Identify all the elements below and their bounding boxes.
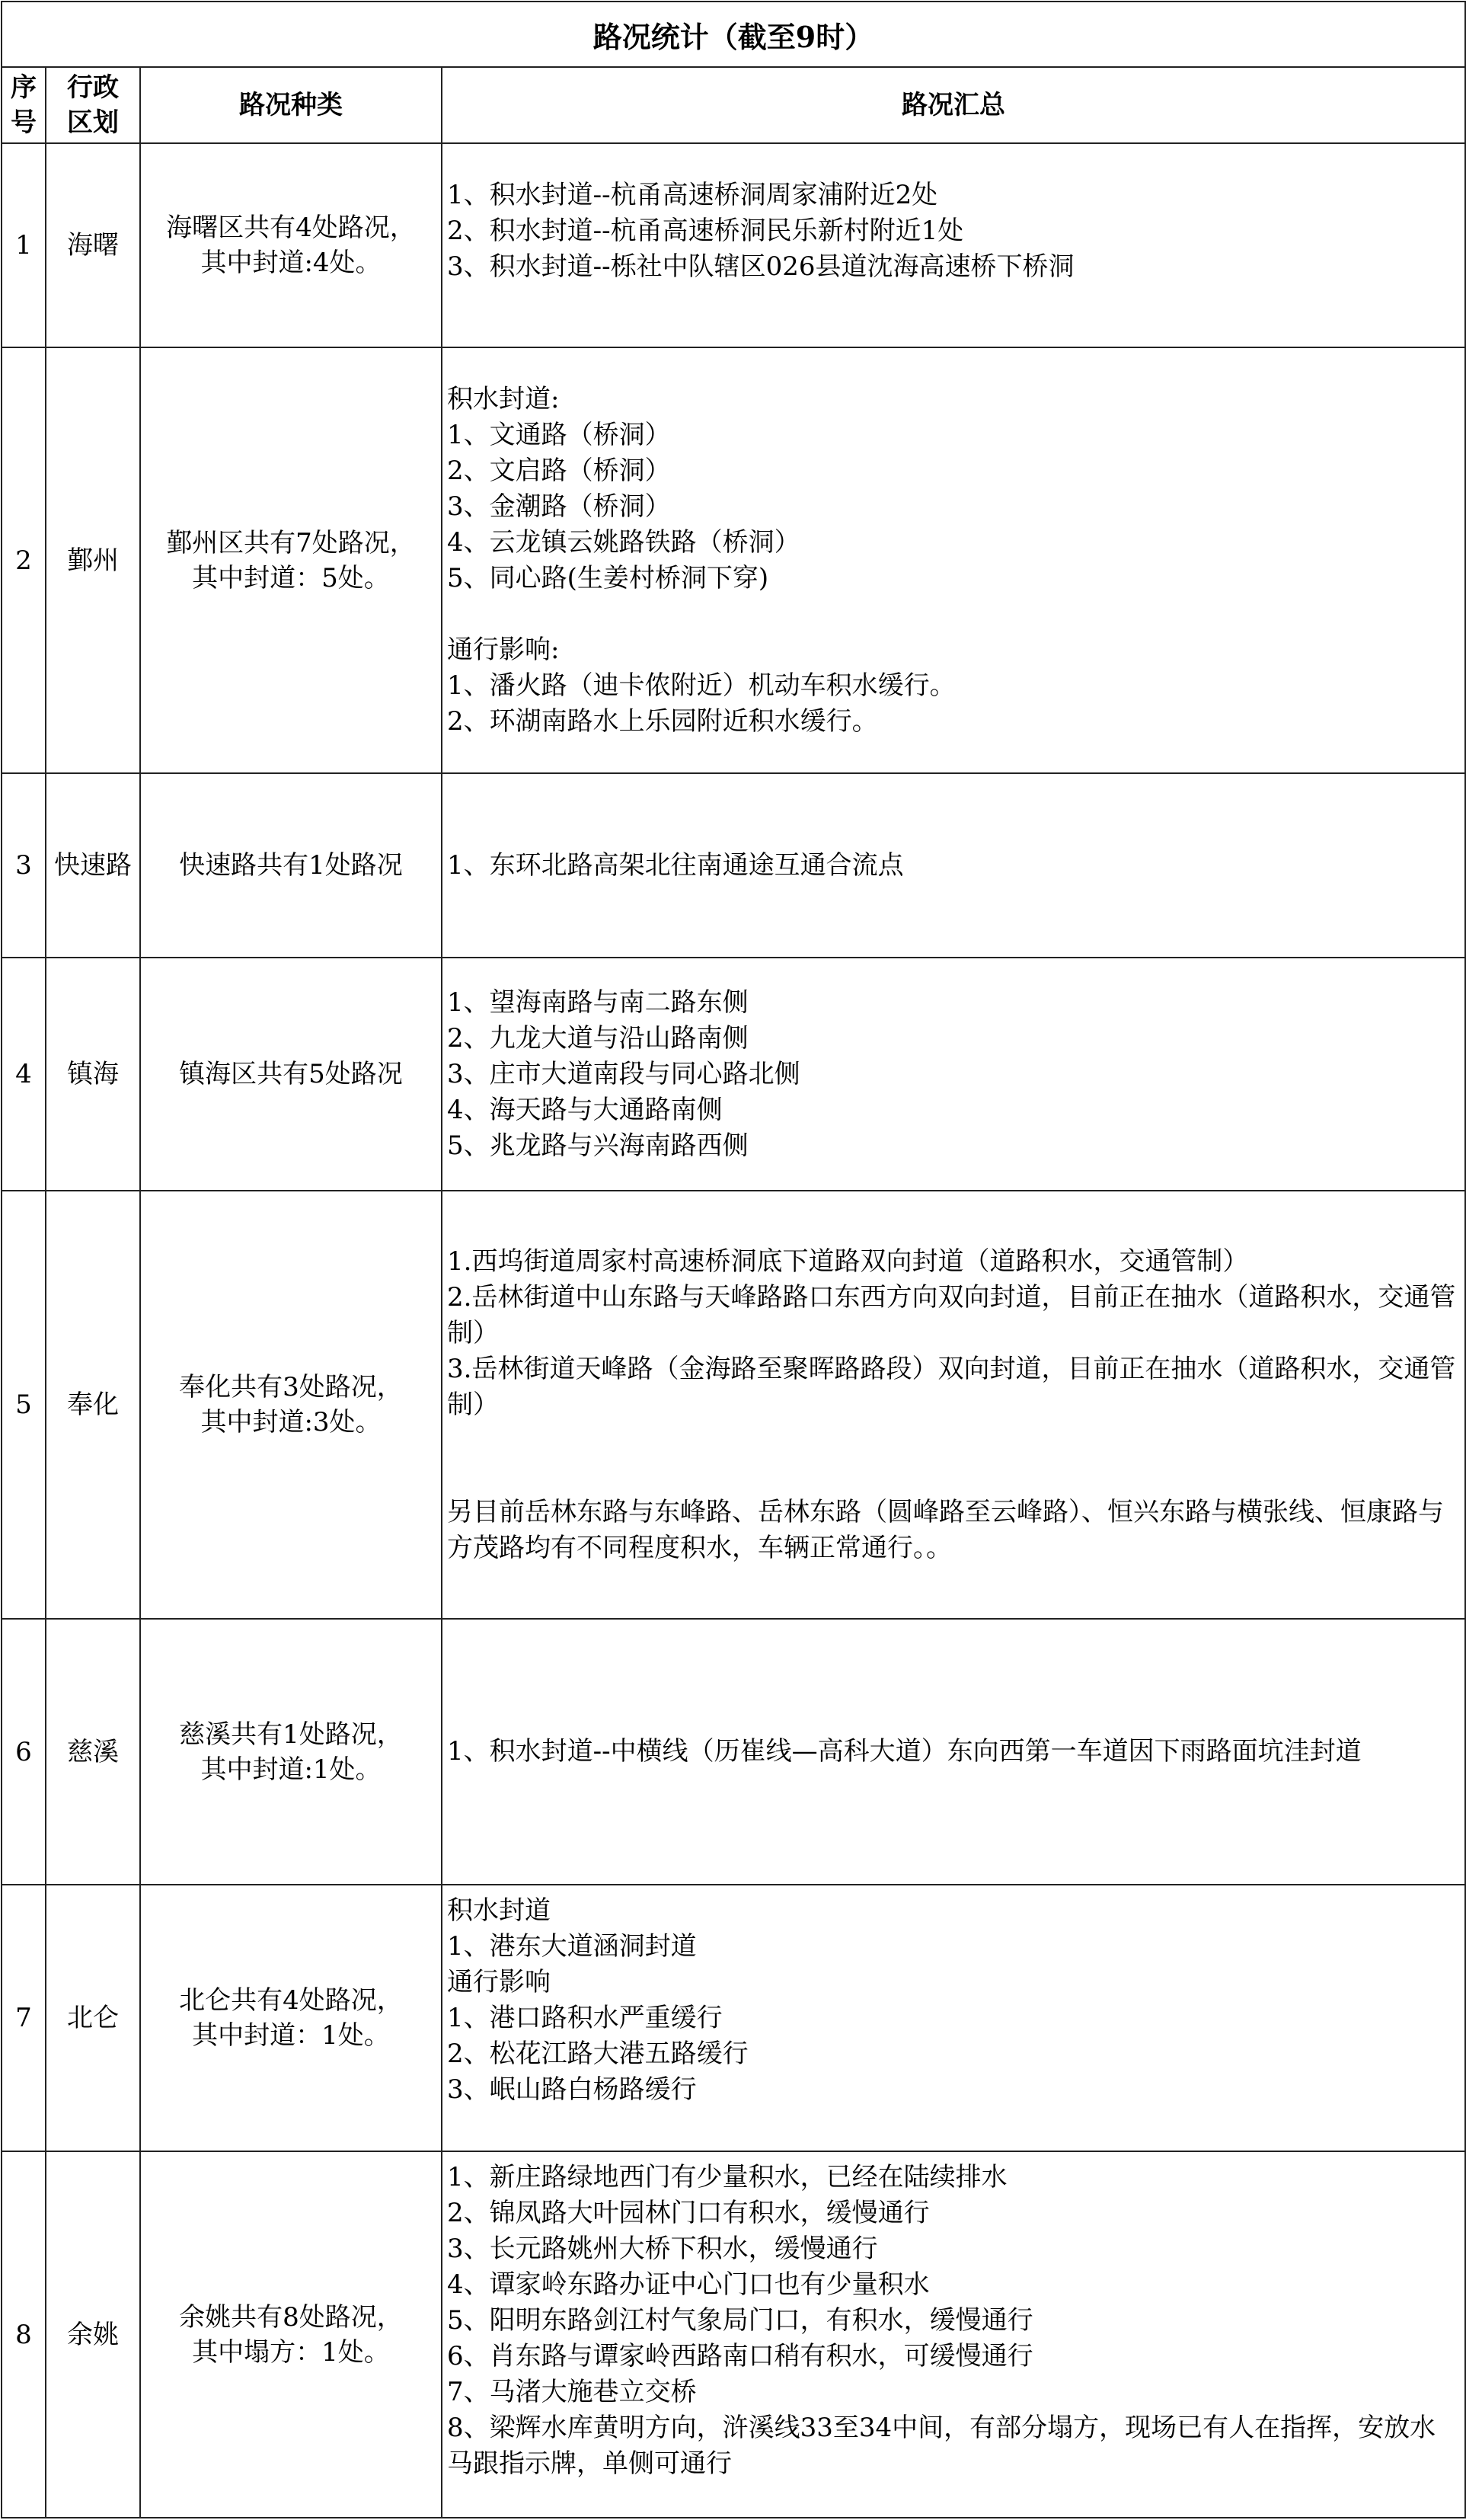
summary-line: 8、梁辉水库黄明方向，浒溪线33至34中间，有部分塌方，现场已有人在指挥，安放水马跟指示牌，单侧可通行 (447, 2413, 1436, 2479)
row-type-line: 镇海区共有5处路况 (179, 1059, 403, 1089)
row-district: 海曙 (46, 143, 140, 347)
row-type-line: 其中塌方：1处。 (192, 2336, 390, 2368)
row-type (140, 347, 442, 773)
row-type-line: 其中封道：1处。 (192, 2020, 390, 2051)
summary-line: 2、松花江路大港五路缓行 (447, 2039, 749, 2069)
row-summary (442, 347, 1465, 773)
row-type (140, 958, 442, 1191)
summary-line: 5、阳明东路剑江村气象局门口，有积水，缓慢通行 (447, 2305, 1033, 2336)
row-summary (442, 2151, 1465, 2518)
table-row (2, 773, 1465, 958)
row-summary (442, 773, 1465, 958)
summary-line: 1、港东大道涵洞封道 (447, 1931, 697, 1962)
summary-line: 1、文通路（桥洞） (447, 419, 671, 450)
row-type-line: 海曙区共有4处路况， (166, 213, 416, 243)
row-district: 慈溪 (46, 1619, 140, 1885)
summary-line: 2、九龙大道与沿山路南侧 (447, 1022, 749, 1054)
summary-line: 3.岳林街道天峰路（金海路至聚晖路路段）双向封道，目前正在抽水（道路积水，交通管制） (447, 1353, 1456, 1420)
row-type-line: 其中封道:3处。 (200, 1407, 382, 1437)
row-type (140, 1619, 442, 1885)
summary-line: 2、锦凤路大叶园林门口有积水，缓慢通行 (447, 2198, 930, 2228)
summary-line: 3、岷山路白杨路缓行 (447, 2074, 697, 2105)
summary-line: 通行影响 (447, 1967, 551, 1997)
summary-spacer (447, 1423, 1461, 1495)
row-type (140, 2151, 442, 2518)
table-row (2, 958, 1465, 1191)
summary-line: 6、肖东路与谭家岭西路南口稍有积水，可缓慢通行 (447, 2341, 1033, 2371)
row-index: 7 (2, 1885, 46, 2151)
row-type-line: 北仑共有4处路况， (179, 1985, 403, 2016)
summary-line: 1、东环北路高架北往南通途互通合流点 (447, 849, 904, 881)
summary-line: 通行影响: (447, 634, 560, 665)
row-type (140, 773, 442, 958)
row-type-line: 其中封道:4处。 (200, 248, 382, 278)
summary-line: 1.西坞街道周家村高速桥洞底下道路双向封道（道路积水，交通管制） (447, 1246, 1249, 1277)
row-type-line: 余姚共有8处路况， (179, 2301, 403, 2333)
summary-line: 2、积水封道--杭甬高速桥洞民乐新村附近1处 (447, 216, 964, 246)
header-district-line-2: 区划 (67, 107, 119, 138)
row-district: 余姚 (46, 2151, 140, 2518)
summary-line: 3、长元路姚州大桥下积水，缓慢通行 (447, 2234, 878, 2264)
header-row (2, 67, 1465, 143)
summary-line: 2、环湖南路水上乐园附近积水缓行。 (447, 705, 878, 737)
summary-line: 4、谭家岭东路办证中心门口也有少量积水 (447, 2269, 930, 2300)
summary-line: 1、新庄路绿地西门有少量积水，已经在陆续排水 (447, 2162, 1008, 2192)
summary-spacer (447, 596, 1461, 632)
summary-line: 2、文启路（桥洞） (447, 455, 671, 486)
row-summary (442, 1191, 1465, 1619)
summary-line: 1、望海南路与南二路东侧 (447, 987, 749, 1018)
row-district: 奉化 (46, 1191, 140, 1619)
summary-line: 4、海天路与大通路南侧 (447, 1094, 723, 1125)
summary-line: 积水封道 (447, 1895, 551, 1926)
summary-line: 积水封道: (447, 383, 560, 414)
row-summary (442, 1885, 1465, 2151)
header-type: 路况种类 (140, 67, 442, 143)
row-summary (442, 1619, 1465, 1885)
summary-line: 5、兆龙路与兴海南路西侧 (447, 1130, 749, 1161)
header-district-line-1: 行政 (67, 72, 119, 103)
summary-line: 7、马渚大施巷立交桥 (447, 2377, 697, 2407)
summary-line: 1、潘火路（迪卡侬附近）机动车积水缓行。 (447, 670, 956, 701)
row-type-line: 其中封道：5处。 (192, 562, 390, 593)
row-type-line: 鄞州区共有7处路况， (166, 527, 416, 558)
row-district: 鄞州 (46, 347, 140, 773)
row-index: 4 (2, 958, 46, 1191)
summary-line: 1、积水封道--杭甬高速桥洞周家浦附近2处 (447, 180, 938, 210)
header-index-line-1: 序 (11, 72, 37, 103)
row-type-line: 其中封道:1处。 (200, 1754, 382, 1785)
table-row (2, 1885, 1465, 2151)
row-index: 3 (2, 773, 46, 958)
table-row (2, 143, 1465, 347)
table-row (2, 2151, 1465, 2518)
row-district: 镇海 (46, 958, 140, 1191)
row-index: 1 (2, 143, 46, 347)
table-title: 路况统计（截至9时） (2, 2, 1465, 67)
row-type-line: 慈溪共有1处路况， (179, 1719, 403, 1750)
row-index: 2 (2, 347, 46, 773)
row-district: 北仑 (46, 1885, 140, 2151)
summary-line: 3、积水封道--栎社中队辖区026县道沈海高速桥下桥洞 (447, 251, 1075, 282)
table-row (2, 347, 1465, 773)
header-summary: 路况汇总 (442, 67, 1465, 143)
row-type-line: 快速路共有1处路况 (179, 850, 403, 881)
row-type-line: 奉化共有3处路况， (179, 1372, 403, 1402)
row-summary (442, 958, 1465, 1191)
row-index: 6 (2, 1619, 46, 1885)
summary-line: 3、金潮路（桥洞） (447, 491, 671, 522)
summary-line: 4、云龙镇云姚路铁路（桥洞） (447, 526, 800, 558)
header-index (2, 67, 46, 143)
road-status-table (1, 1, 1466, 2518)
row-type (140, 143, 442, 347)
header-index-line-2: 号 (11, 107, 37, 138)
summary-line: 另目前岳林东路与东峰路、岳林东路（圆峰路至云峰路）、恒兴东路与横张线、恒康路与方茂路均有不同程度积水，车辆正常通行。。 (447, 1496, 1444, 1563)
summary-line: 5、同心路(生姜村桥洞下穿) (447, 562, 769, 593)
summary-line: 1、积水封道--中横线（历崔线—高科大道）东向西第一车道因下雨路面坑洼封道 (447, 1736, 1362, 1767)
table-row (2, 1619, 1465, 1885)
header-district (46, 67, 140, 143)
row-index: 5 (2, 1191, 46, 1619)
summary-line: 1、港口路积水严重缓行 (447, 2003, 723, 2033)
row-type (140, 1885, 442, 2151)
row-district: 快速路 (46, 773, 140, 958)
row-type (140, 1191, 442, 1619)
row-summary (442, 143, 1465, 347)
table-row (2, 1191, 1465, 1619)
row-index: 8 (2, 2151, 46, 2518)
summary-line: 2.岳林街道中山东路与天峰路路口东西方向双向封道，目前正在抽水（道路积水，交通管制） (447, 1281, 1456, 1348)
summary-line: 3、庄市大道南段与同心路北侧 (447, 1058, 800, 1089)
title-row (2, 2, 1465, 67)
